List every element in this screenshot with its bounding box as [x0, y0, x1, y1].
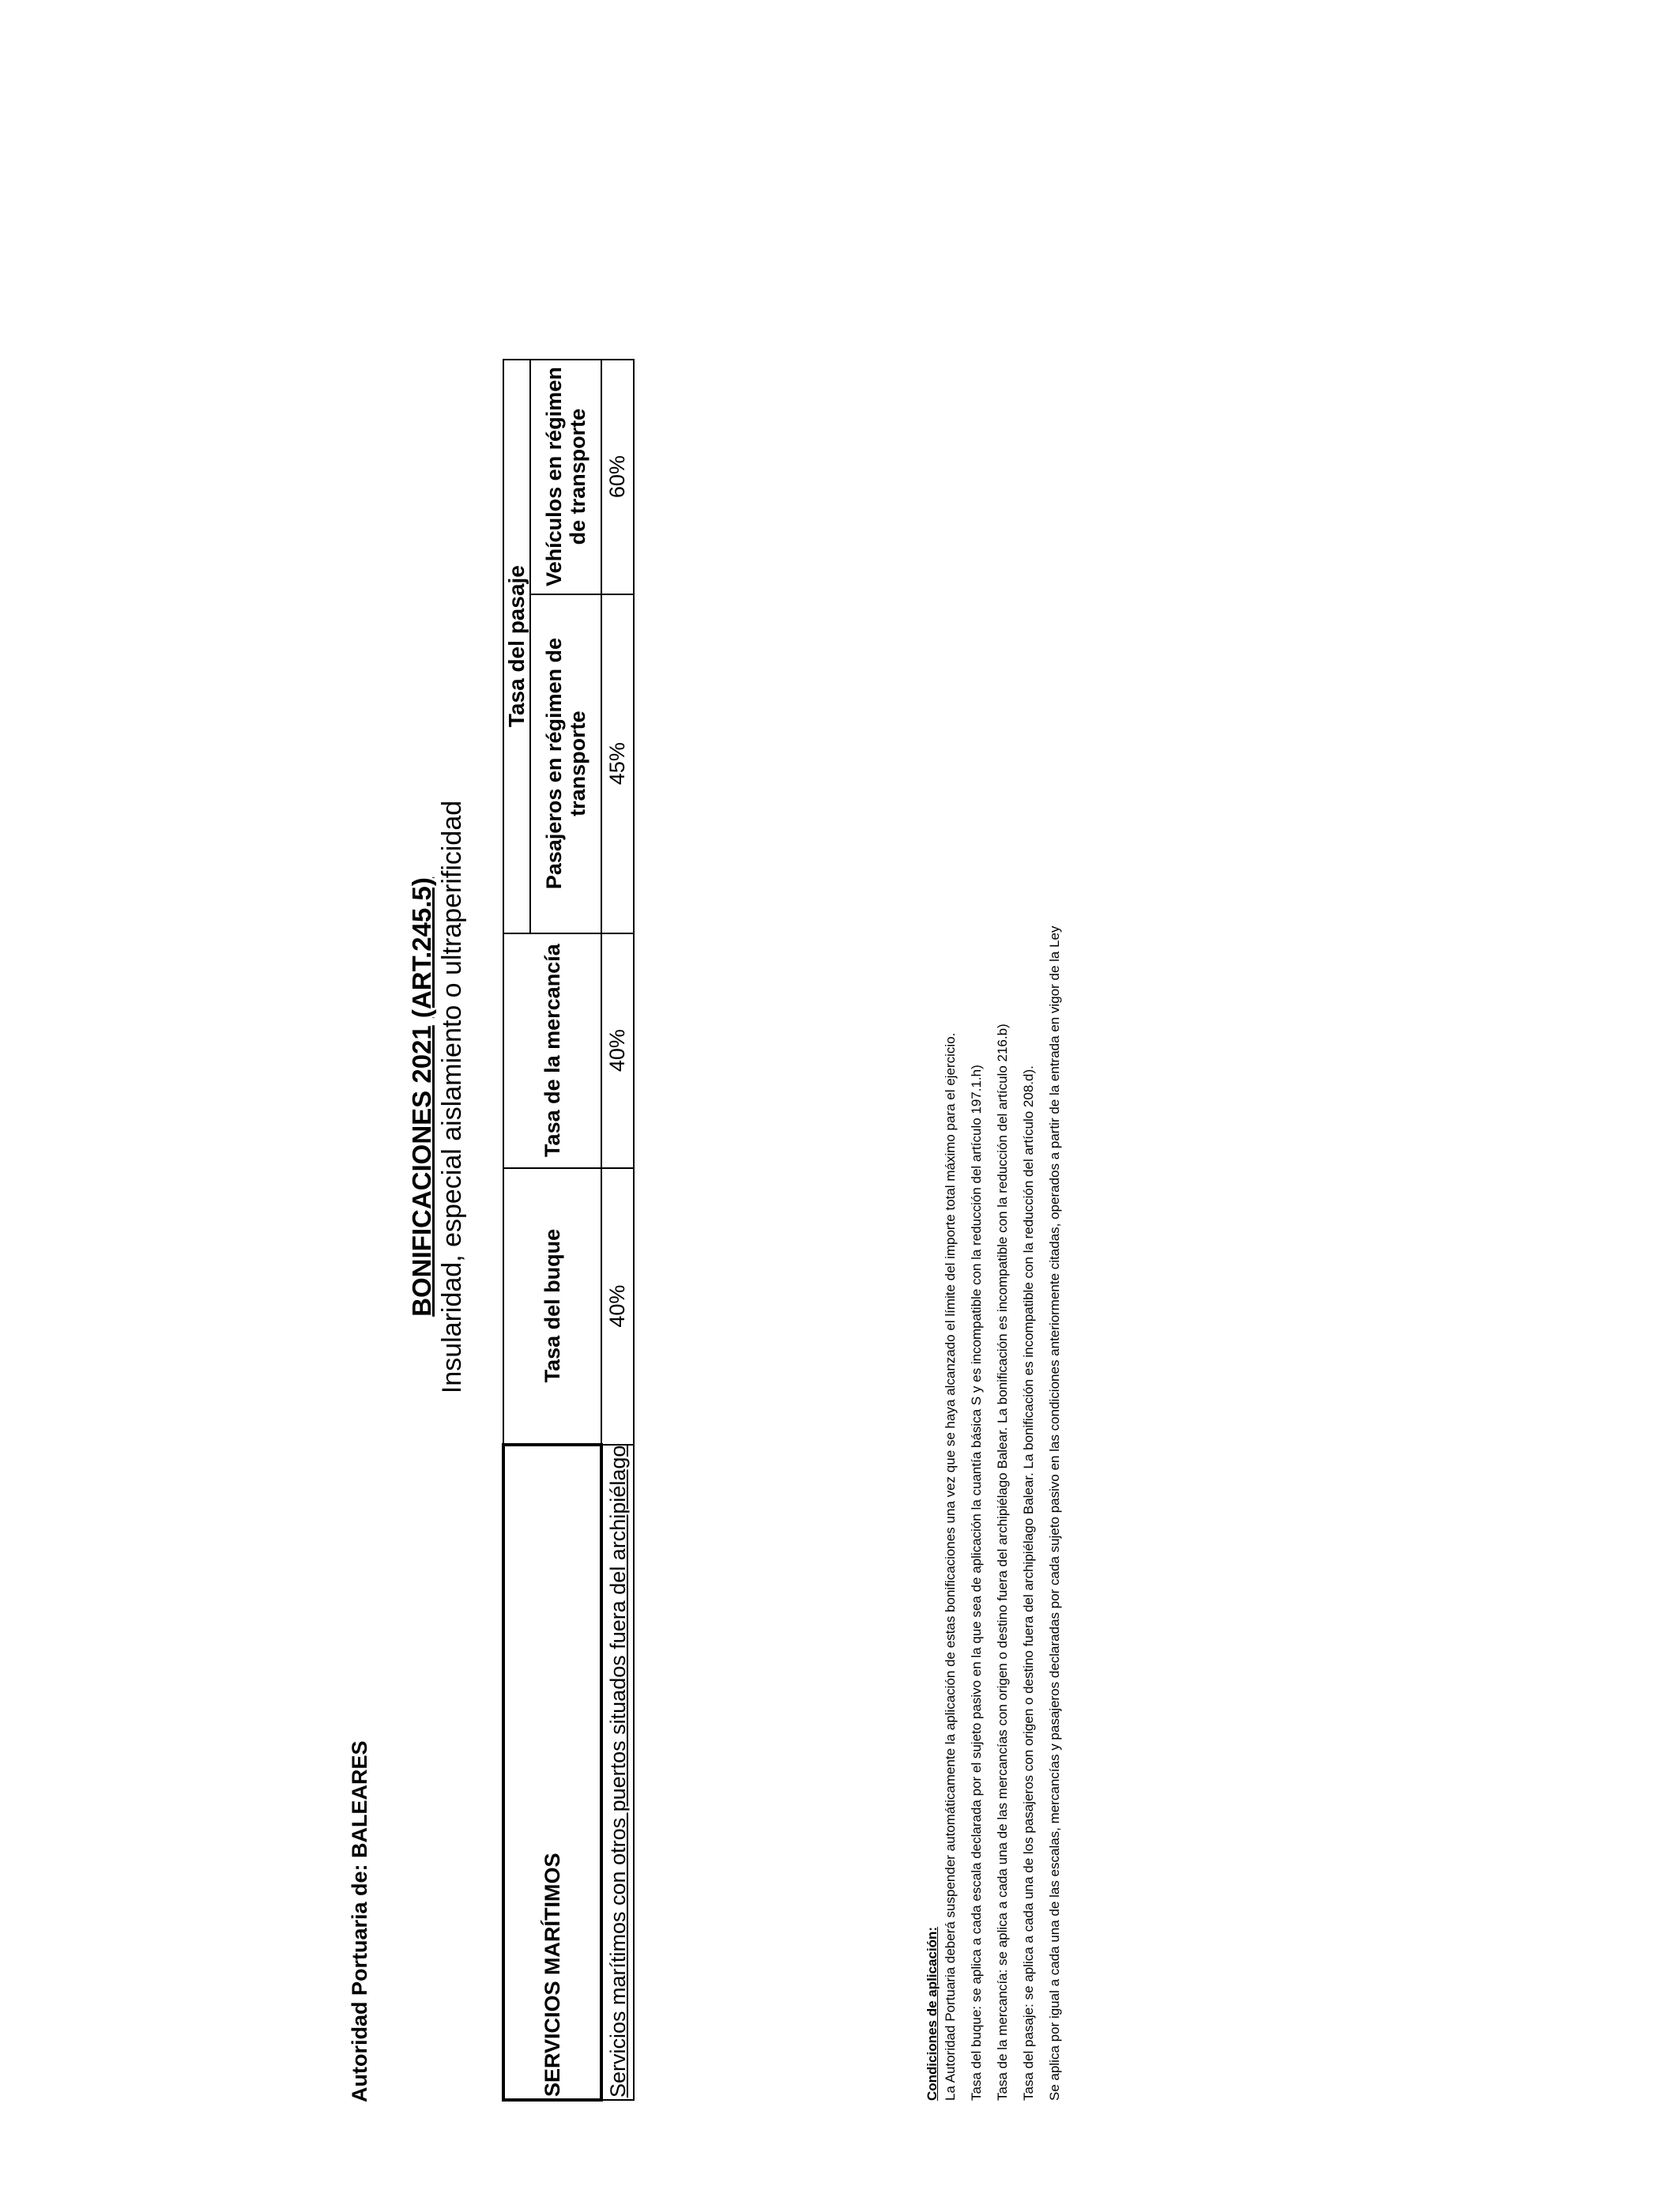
- row-vehiculos-value: 60%: [601, 360, 634, 594]
- condition-line: Tasa del pasaje: se aplica a cada una de los pasajeros con origen o destino fuera del archipiélago Balear. La bonificación es incompatible con la reducción del artículo 208.d).: [1021, 1065, 1036, 2101]
- header-tasa-mercancia: Tasa de la mercancía: [503, 933, 601, 1168]
- title-main: BONIFICACIONES 2021: [407, 1025, 436, 1317]
- condition-line: La Autoridad Portuaria deberá suspender automáticamente la aplicación de estas bonificaciones una vez que se haya alcanzado el límite del importe total máximo para el ejercicio.: [943, 1032, 958, 2101]
- condition-line: Se aplica por igual a cada una de las escalas, mercancías y pasajeros declaradas por cada sujeto pasivo en las condiciones anteriormente citadas, operados a partir de la entrada en vigor de la Ley: [1047, 925, 1062, 2101]
- row-buque-value: 40%: [601, 1168, 634, 1445]
- authority-name: BALEARES: [348, 1740, 371, 1858]
- authority-label: Autoridad Portuaria de:: [348, 1864, 371, 2102]
- header-servicios-maritimos: SERVICIOS MARÍTIMOS: [503, 1445, 601, 2100]
- header-vehiculos: Vehículos en régimen de transporte: [530, 360, 601, 594]
- document-title: [407, 0, 437, 2194]
- row-service: Servicios marítimos con otros puertos situados fuera del archipiélago: [601, 1445, 634, 2100]
- condition-line: Tasa del buque: se aplica a cada escala declarada por el sujeto pasivo en la que sea de aplicación la cuantía básica S y es incompatible con la reducción del artículo 197.1.h): [969, 1065, 984, 2101]
- condition-line: Tasa de la mercancía: se aplica a cada una de las mercancías con origen o destino fuera del archipiélago Balear. La bonificación es incompatible con la reducción del artículo 216.b): [995, 1023, 1010, 2101]
- header-pasajeros: Pasajeros en régimen de transporte: [530, 594, 601, 933]
- title-article: (ART.245.5): [407, 877, 436, 1019]
- document-subtitle: Insularidad, especial aislamiento o ultraperificidad: [437, 800, 467, 1394]
- conditions-title: Condiciones de aplicación:: [925, 1926, 940, 2101]
- row-mercancia-value: 40%: [601, 933, 634, 1168]
- header-tasa-buque: Tasa del buque: [503, 1168, 601, 1445]
- table-row: [601, 360, 634, 2100]
- row-pasajeros-value: 45%: [601, 594, 634, 933]
- port-authority-heading: [348, 1740, 372, 2102]
- header-tasa-pasaje: Tasa del pasaje: [503, 360, 530, 933]
- bonificaciones-table: [502, 359, 635, 2102]
